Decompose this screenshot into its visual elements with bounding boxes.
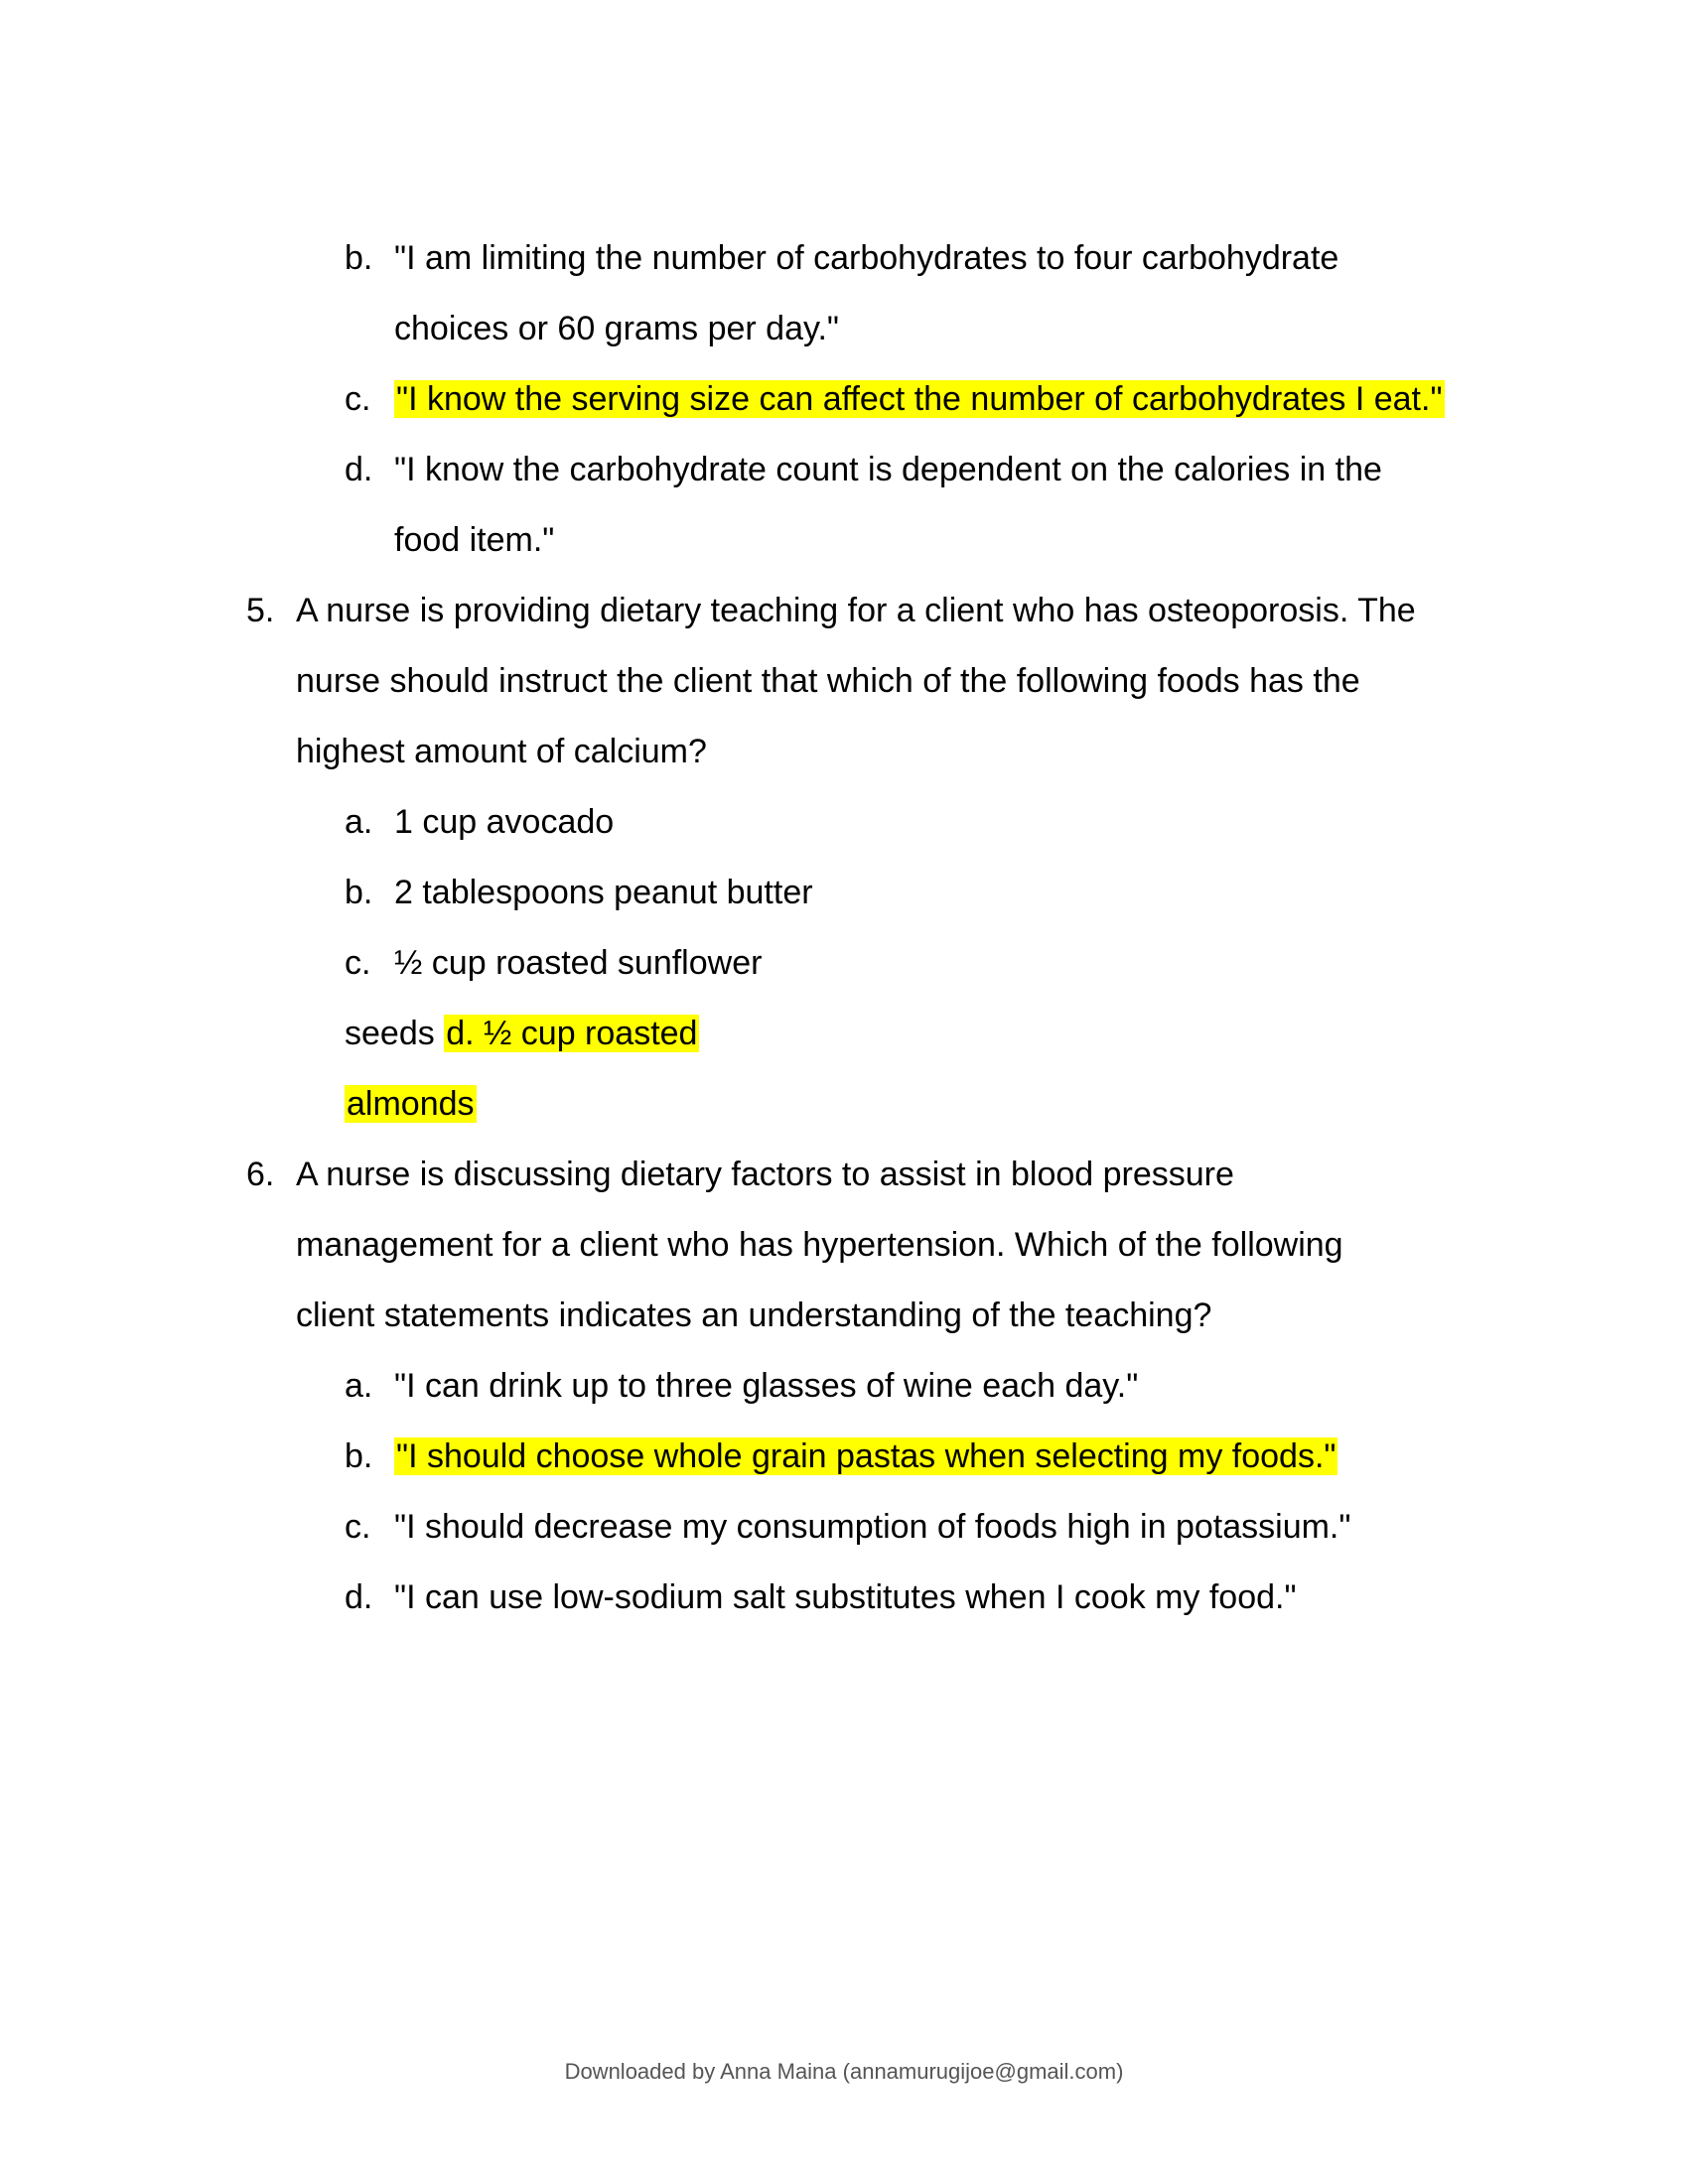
q5-option-c-marker: c. — [345, 944, 371, 982]
q6-option-b-marker: b. — [345, 1437, 373, 1475]
q6-option-a-marker: a. — [345, 1367, 373, 1405]
q5-stem-line1: A nurse is providing dietary teaching for a client who has osteoporosis. The — [296, 592, 1416, 629]
q4-option-d-line2: food item." — [394, 521, 555, 559]
q5-option-a-marker: a. — [345, 803, 373, 841]
q6-option-d-text: "I can use low-sodium salt substitutes when I cook my food." — [394, 1578, 1297, 1616]
q5-option-b-marker: b. — [345, 874, 373, 911]
q5-option-c-cont-text: seeds — [345, 1015, 435, 1052]
answer-highlight: "I should choose whole grain pastas when selecting my foods." — [396, 1437, 1336, 1475]
q4-option-d-line1: "I know the carbohydrate count is dependent on the calories in the — [394, 451, 1382, 488]
q4-option-b-line1: "I am limiting the number of carbohydrates to four carbohydrate — [394, 239, 1339, 277]
q5-option-b-text: 2 tablespoons peanut butter — [394, 874, 813, 911]
q4-option-d-marker: d. — [345, 451, 373, 488]
q6-option-c-marker: c. — [345, 1508, 371, 1546]
q6-option-d-marker: d. — [345, 1578, 373, 1616]
q5-option-a-text: 1 cup avocado — [394, 803, 615, 841]
q6-stem-line3: client statements indicates an understanding of the teaching? — [296, 1297, 1212, 1334]
q6-stem-line1: A nurse is discussing dietary factors to assist in blood pressure — [296, 1156, 1234, 1193]
q6-option-a-text: "I can drink up to three glasses of wine each day." — [394, 1367, 1139, 1405]
answer-highlight: d. ½ cup roasted — [446, 1015, 698, 1052]
q4-option-b-marker: b. — [345, 239, 373, 277]
q5-option-d-line2 — [345, 1084, 477, 1124]
q5-stem-line3: highest amount of calcium? — [296, 733, 707, 770]
q6-stem-line2: management for a client who has hypertension. Which of the following — [296, 1226, 1343, 1264]
download-footer: Downloaded by Anna Maina (annamurugijoe@gmail.com) — [564, 2059, 1124, 2084]
q4-option-b-line2: choices or 60 grams per day." — [394, 310, 839, 347]
q6-number: 6. — [246, 1156, 275, 1193]
q6-option-b-text — [394, 1436, 1337, 1476]
answer-highlight: "I know the serving size can affect the number of carbohydrates I eat." — [396, 380, 1443, 418]
q5-option-c-continued — [345, 1014, 699, 1053]
q6-option-c-text: "I should decrease my consumption of foods high in potassium." — [394, 1508, 1351, 1546]
q4-option-c-marker: c. — [345, 380, 371, 418]
q5-stem-line2: nurse should instruct the client that which of the following foods has the — [296, 662, 1360, 700]
q5-option-c-text: ½ cup roasted sunflower — [394, 944, 763, 982]
q5-number: 5. — [246, 592, 275, 629]
q4-option-c-text — [394, 379, 1445, 419]
answer-highlight: almonds — [347, 1085, 475, 1123]
